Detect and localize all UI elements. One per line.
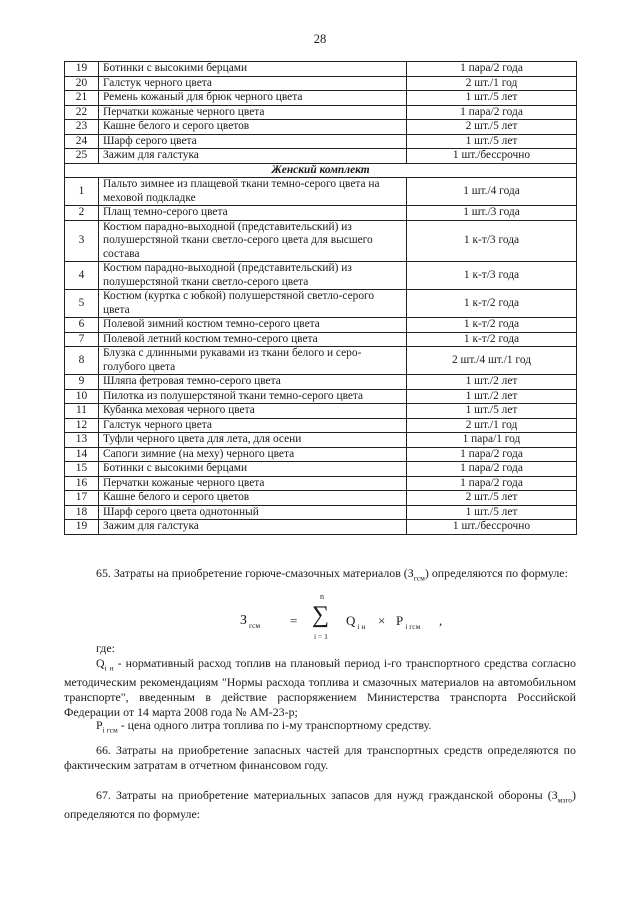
formula-equals: = bbox=[290, 613, 298, 628]
def-p-subscript: i гсм bbox=[102, 725, 118, 735]
table-row bbox=[65, 505, 577, 520]
item-name-cell: Шляпа фетровая темно-серого цвета bbox=[99, 375, 407, 390]
norm-cell: 1 к-т/2 года bbox=[407, 318, 577, 333]
norm-cell: 1 к-т/2 года bbox=[407, 290, 577, 318]
sum-upper-limit: n bbox=[320, 592, 324, 601]
norm-cell: 1 шт./5 лет bbox=[407, 505, 577, 520]
table-row bbox=[65, 120, 577, 135]
row-number-cell: 14 bbox=[65, 447, 99, 462]
table-row bbox=[65, 206, 577, 221]
table-row bbox=[65, 290, 577, 318]
norm-cell: 1 шт./2 лет bbox=[407, 375, 577, 390]
norm-cell: 1 к-т/3 года bbox=[407, 220, 577, 262]
norm-cell: 1 пара/2 года bbox=[407, 447, 577, 462]
fuel-cost-formula bbox=[240, 592, 443, 644]
def-p-text: - цена одного литра топлива по i-му транспортному средству. bbox=[117, 718, 432, 732]
item-name-cell: Туфли черного цвета для лета, для осени bbox=[99, 433, 407, 448]
p65-subscript: гсм bbox=[413, 573, 425, 583]
table-row bbox=[65, 447, 577, 462]
paragraph-67 bbox=[64, 788, 576, 822]
table-row bbox=[65, 220, 577, 262]
p65-text-end: ) определяются по формуле: bbox=[424, 566, 568, 580]
item-name-cell: Галстук черного цвета bbox=[99, 418, 407, 433]
item-name-cell: Костюм парадно-выходной (представительский) из полушерстяной ткани светло-серого цвета для высшего состава bbox=[99, 220, 407, 262]
row-number-cell: 20 bbox=[65, 76, 99, 91]
paragraph-66: 66. Затраты на приобретение запасных частей для транспортных средств определяются по фактическим затратам в отчетном финансовом году. bbox=[64, 743, 576, 772]
item-name-cell: Ботинки с высокими берцами bbox=[99, 62, 407, 77]
row-number-cell: 25 bbox=[65, 149, 99, 164]
item-name-cell: Пальто зимнее из плащевой ткани темно-серого цвета на меховой подкладке bbox=[99, 178, 407, 206]
item-name-cell: Полевой летний костюм темно-серого цвета bbox=[99, 332, 407, 347]
table-row bbox=[65, 105, 577, 120]
norm-cell: 2 шт./4 шт./1 год bbox=[407, 347, 577, 375]
row-number-cell: 15 bbox=[65, 462, 99, 477]
item-name-cell: Шарф серого цвета однотонный bbox=[99, 505, 407, 520]
norm-cell: 1 шт./бессрочно bbox=[407, 520, 577, 535]
item-name-cell: Кубанка меховая черного цвета bbox=[99, 404, 407, 419]
row-number-cell: 6 bbox=[65, 318, 99, 333]
paragraph-65 bbox=[64, 566, 576, 585]
row-number-cell: 3 bbox=[65, 220, 99, 262]
women-set-header: Женский комплект bbox=[65, 163, 577, 178]
item-name-cell: Плащ темно-серого цвета bbox=[99, 206, 407, 221]
formula-lhs: З $_{гсм}$ bbox=[240, 613, 261, 630]
row-number-cell: 4 bbox=[65, 262, 99, 290]
table-row bbox=[65, 375, 577, 390]
formula-p: P $_{i гсм}$ bbox=[396, 613, 421, 631]
norm-cell: 1 пара/1 год bbox=[407, 433, 577, 448]
row-number-cell: 17 bbox=[65, 491, 99, 506]
norm-cell: 2 шт./5 лет bbox=[407, 120, 577, 135]
norm-cell: 1 шт./5 лет bbox=[407, 134, 577, 149]
page-number: 28 bbox=[313, 32, 327, 46]
row-number-cell: 1 bbox=[65, 178, 99, 206]
row-number-cell: 2 bbox=[65, 206, 99, 221]
definition-q bbox=[64, 656, 576, 720]
formula-comma: , bbox=[439, 613, 443, 628]
formula-times: × bbox=[378, 613, 386, 628]
row-number-cell: 18 bbox=[65, 505, 99, 520]
row-number-cell: 7 bbox=[65, 332, 99, 347]
table-row bbox=[65, 491, 577, 506]
row-number-cell: 9 bbox=[65, 375, 99, 390]
table-row bbox=[65, 476, 577, 491]
row-number-cell: 12 bbox=[65, 418, 99, 433]
item-name-cell: Кашне белого и серого цветов bbox=[99, 120, 407, 135]
sum-sign: ∑ bbox=[312, 602, 330, 628]
item-name-cell: Зажим для галстука bbox=[99, 149, 407, 164]
norm-cell: 2 шт./5 лет bbox=[407, 491, 577, 506]
norm-cell: 1 шт./4 года bbox=[407, 178, 577, 206]
table-row bbox=[65, 62, 577, 77]
table-row bbox=[65, 178, 577, 206]
table-row bbox=[65, 404, 577, 419]
row-number-cell: 10 bbox=[65, 389, 99, 404]
section-header-row bbox=[65, 163, 577, 178]
sum-lower-limit: i = 1 bbox=[314, 632, 328, 641]
item-name-cell: Перчатки кожаные черного цвета bbox=[99, 105, 407, 120]
item-name-cell: Костюм (куртка с юбкой) полушерстяной светло-серого цвета bbox=[99, 290, 407, 318]
formula-q: Q $_{i н}$ bbox=[346, 613, 366, 631]
row-number-cell: 8 bbox=[65, 347, 99, 375]
norm-cell: 2 шт./1 год bbox=[407, 418, 577, 433]
def-q-subscript: i н bbox=[104, 663, 114, 673]
table-row bbox=[65, 318, 577, 333]
item-name-cell: Блузка с длинными рукавами из ткани белого и серо-голубого цвета bbox=[99, 347, 407, 375]
norm-cell: 1 шт./5 лет bbox=[407, 91, 577, 106]
def-q-symbol: Q bbox=[96, 656, 105, 670]
item-name-cell: Перчатки кожаные черного цвета bbox=[99, 476, 407, 491]
row-number-cell: 11 bbox=[65, 404, 99, 419]
row-number-cell: 24 bbox=[65, 134, 99, 149]
item-name-cell: Шарф серого цвета bbox=[99, 134, 407, 149]
norm-cell: 1 шт./5 лет bbox=[407, 404, 577, 419]
row-number-cell: 13 bbox=[65, 433, 99, 448]
table-row bbox=[65, 347, 577, 375]
table-row bbox=[65, 433, 577, 448]
norm-cell: 1 к-т/2 года bbox=[407, 332, 577, 347]
item-name-cell: Кашне белого и серого цветов bbox=[99, 491, 407, 506]
def-q-text: - нормативный расход топлив на плановый период i-го транспортного средства согласно методическим рекомендациям "Нормы расхода топлива и смазочных материалов на автомобильном транспорте", введенным в действие распоряжением Министерства транспорта Российской Федерации от 14 марта 2008 года № АМ-23-р; bbox=[64, 656, 576, 720]
where-label: где: bbox=[96, 641, 115, 655]
row-number-cell: 22 bbox=[65, 105, 99, 120]
norm-cell: 1 пара/2 года bbox=[407, 105, 577, 120]
norm-cell: 1 шт./2 лет bbox=[407, 389, 577, 404]
row-number-cell: 19 bbox=[65, 62, 99, 77]
clothing-norms-table bbox=[64, 61, 577, 535]
row-number-cell: 16 bbox=[65, 476, 99, 491]
def-p-symbol: P bbox=[96, 718, 103, 732]
item-name-cell: Ботинки с высокими берцами bbox=[99, 462, 407, 477]
table-row bbox=[65, 462, 577, 477]
item-name-cell: Галстук черного цвета bbox=[99, 76, 407, 91]
norm-cell: 1 шт./бессрочно bbox=[407, 149, 577, 164]
norm-cell: 1 пара/2 года bbox=[407, 476, 577, 491]
item-name-cell: Ремень кожаный для брюк черного цвета bbox=[99, 91, 407, 106]
table-row bbox=[65, 149, 577, 164]
definition-p bbox=[96, 718, 576, 737]
item-name-cell: Пилотка из полушерстяной ткани темно-серого цвета bbox=[99, 389, 407, 404]
table-row bbox=[65, 332, 577, 347]
table-row bbox=[65, 389, 577, 404]
table-row bbox=[65, 134, 577, 149]
row-number-cell: 19 bbox=[65, 520, 99, 535]
norm-cell: 2 шт./1 год bbox=[407, 76, 577, 91]
p65-text-start: 65. Затраты на приобретение горюче-смазочных материалов (З bbox=[96, 566, 414, 580]
item-name-cell: Зажим для галстука bbox=[99, 520, 407, 535]
row-number-cell: 23 bbox=[65, 120, 99, 135]
norm-cell: 1 шт./3 года bbox=[407, 206, 577, 221]
item-name-cell: Сапоги зимние (на меху) черного цвета bbox=[99, 447, 407, 462]
norm-cell: 1 пара/2 года bbox=[407, 62, 577, 77]
row-number-cell: 5 bbox=[65, 290, 99, 318]
item-name-cell: Костюм парадно-выходной (представительский) из полушерстяной ткани светло-серого цвета bbox=[99, 262, 407, 290]
table-row bbox=[65, 418, 577, 433]
p67-text-start: 67. Затраты на приобретение материальных запасов для нужд гражданской обороны (З bbox=[96, 788, 558, 802]
row-number-cell: 21 bbox=[65, 91, 99, 106]
norm-cell: 1 пара/2 года bbox=[407, 462, 577, 477]
table-row bbox=[65, 262, 577, 290]
p67-subscript: мзго bbox=[557, 795, 573, 805]
norm-cell: 1 к-т/3 года bbox=[407, 262, 577, 290]
p67-text-end: ) определяются по формуле: bbox=[64, 788, 576, 822]
table-row bbox=[65, 76, 577, 91]
item-name-cell: Полевой зимний костюм темно-серого цвета bbox=[99, 318, 407, 333]
table-row bbox=[65, 91, 577, 106]
table-row bbox=[65, 520, 577, 535]
